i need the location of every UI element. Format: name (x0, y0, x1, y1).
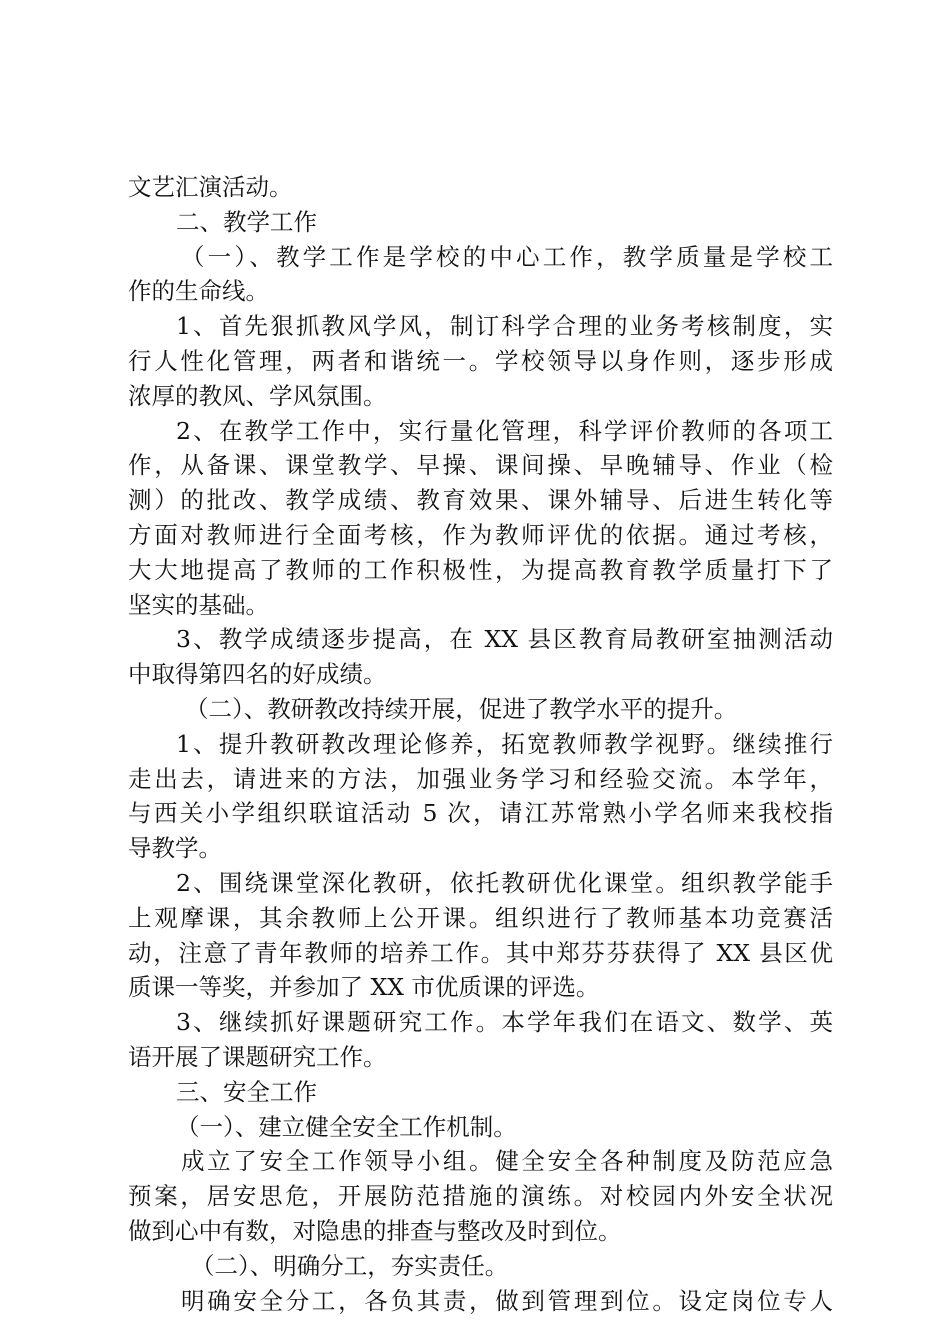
text-line: 明确安全分工，各负其责，做到管理到位。设定岗位专人 (181, 1286, 833, 1315)
text-line: 浓厚的教风、学风氛围。 (128, 381, 387, 410)
text-line: 语开展了课题研究工作。 (128, 1042, 387, 1071)
text-line: 做到心中有数，对隐患的排查与整改及时到位。 (128, 1216, 622, 1245)
text-line: 导教学。 (128, 834, 222, 863)
text-line: 走出去，请进来的方法，加强业务学习和经验交流。本学年， (128, 764, 833, 793)
text-line: 方面对教师进行全面考核，作为教师评优的依据。通过考核， (128, 520, 833, 549)
text-line: 3、继续抓好课题研究工作。本学年我们在语文、数学、英 (176, 1008, 833, 1037)
text-line: 作，从备课、课堂教学、早操、课间操、早晚辅导、作业（检 (128, 451, 833, 480)
text-line: 2、围绕课堂深化教研，依托教研优化课堂。组织教学能手 (176, 868, 833, 897)
text-line: （一）、教学工作是学校的中心工作，教学质量是学校工 (181, 242, 833, 271)
text-line: 行人性化管理，两者和谐统一。学校领导以身作则，逐步形成 (128, 346, 833, 375)
text-line: 动，注意了青年教师的培养工作。其中郑芬芬获得了 XX 县区优 (128, 938, 833, 967)
text-line: 文艺汇演活动。 (128, 173, 293, 201)
section-heading-teaching: 二、教学工作 (176, 207, 317, 236)
document-body (128, 170, 833, 1318)
text-line: 坚实的基础。 (128, 590, 269, 619)
subsection-heading: （二）、明确分工，夯实责任。 (191, 1251, 509, 1280)
text-line: 上观摩课，其余教师上公开课。组织进行了教师基本功竞赛活 (128, 903, 833, 932)
text-line: 预案，居安思危，开展防范措施的演练。对校园内外安全状况 (128, 1182, 833, 1211)
text-line: 3、教学成绩逐步提高，在 XX 县区教育局教研室抽测活动 (176, 625, 833, 654)
text-line: 成立了安全工作领导小组。健全安全各种制度及防范应急 (181, 1147, 833, 1176)
text-line: 作的生命线。 (128, 277, 269, 306)
text-line: 2、在教学工作中，实行量化管理，科学评价教师的各项工 (176, 416, 833, 445)
text-line: 测）的批改、教学成绩、教育效果、课外辅导、后进生转化等 (128, 486, 833, 515)
subsection-heading: （二）、教研教改持续开展，促进了教学水平的提升。 (185, 694, 738, 723)
section-heading-safety: 三、安全工作 (176, 1077, 317, 1106)
text-line: 中取得第四名的好成绩。 (128, 660, 387, 689)
text-line: 1、首先狠抓教风学风，制订科学合理的业务考核制度，实 (176, 312, 833, 341)
text-line: 1、提升教研教改理论修养，拓宽教师教学视野。继续推行 (176, 729, 833, 758)
text-line: 质课一等奖，并参加了 XX 市优质课的评选。 (128, 973, 600, 1002)
subsection-heading: （一）、建立健全安全工作机制。 (176, 1112, 517, 1141)
text-line: 大大地提高了教师的工作积极性，为提高教育教学质量打下了 (128, 555, 833, 584)
text-line: 与西关小学组织联谊活动 5 次，请江苏常熟小学名师来我校指 (128, 799, 833, 828)
